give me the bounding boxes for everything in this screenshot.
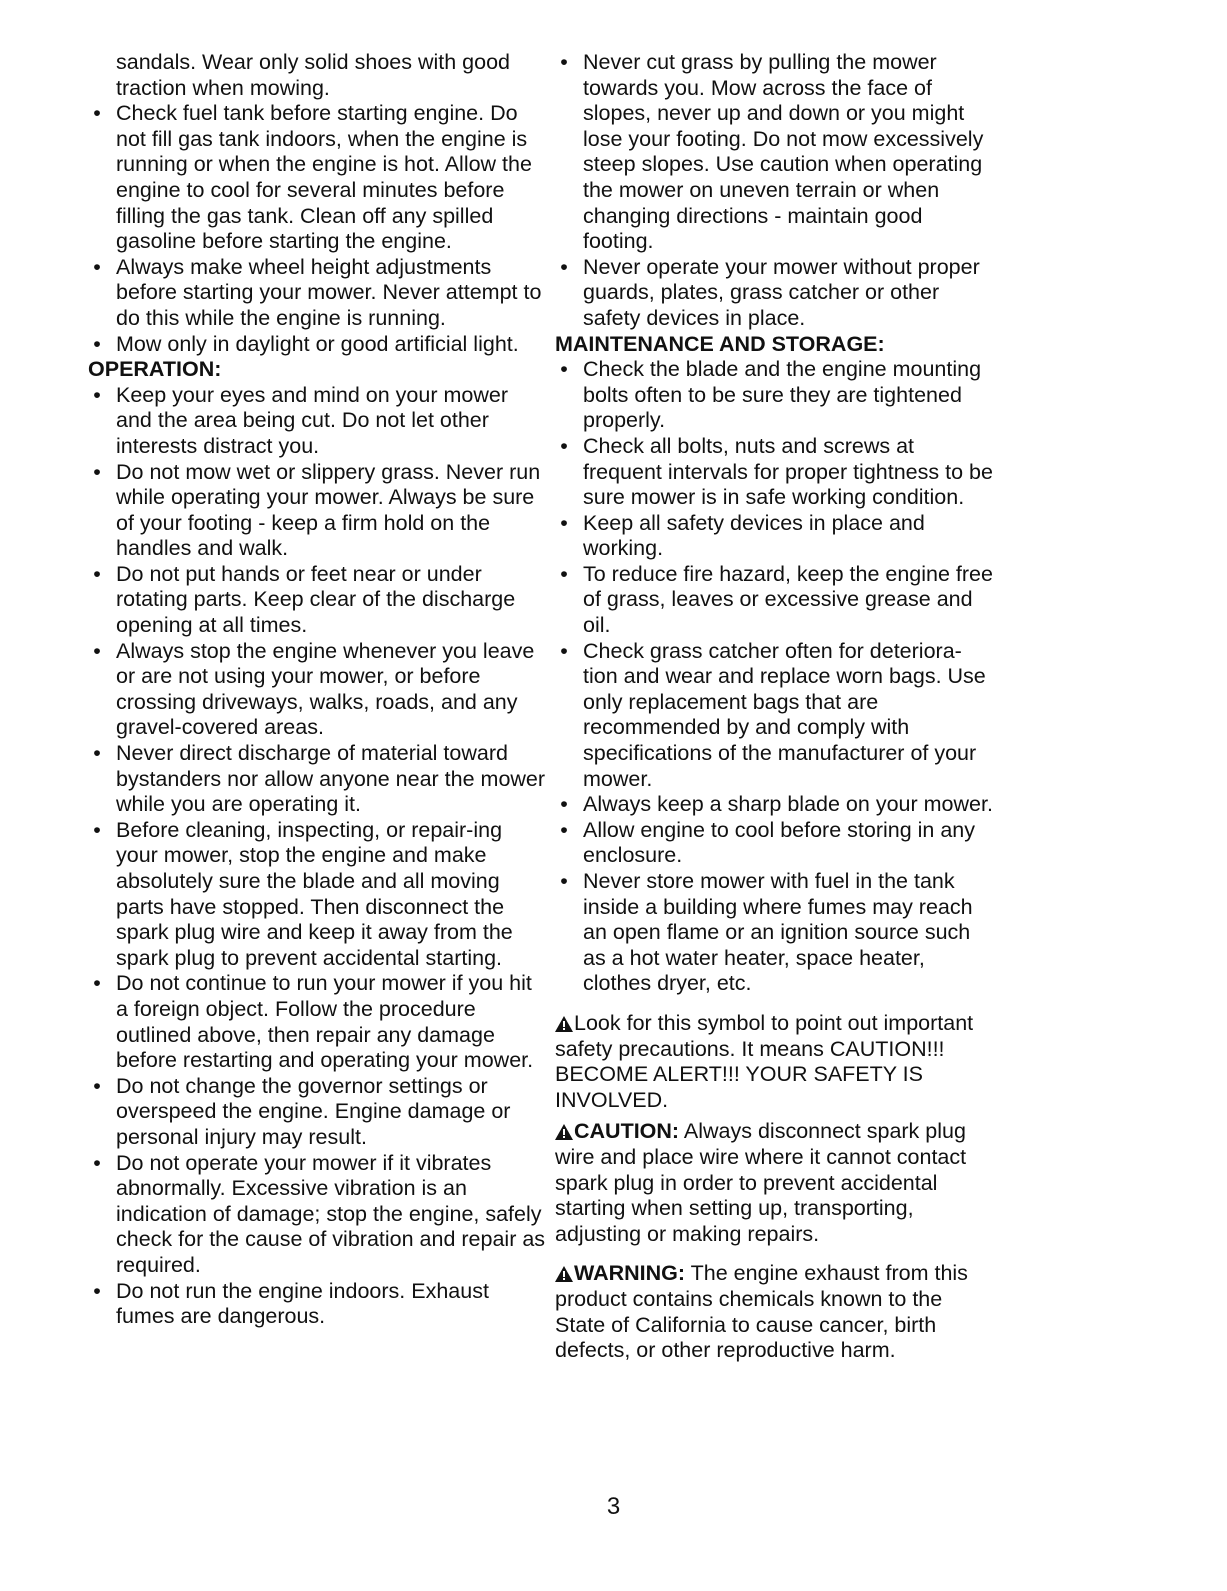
list-item: • Never cut grass by pulling the mower towards you. Mow across the face of slopes, never up and down or you might lose your footing. Do not mow excessively steep slopes. Use caution when operating the mower on uneven terrain or when changing directions - maintain good footing. (555, 50, 995, 255)
left-column (88, 50, 548, 1330)
list-item: • Never store mower with fuel in the tank inside a building where fumes may reach an open flame or an ignition source such as a hot water heater, space heater, clothes dryer, etc. (555, 869, 995, 997)
list-item: • Always keep a sharp blade on your mower. (555, 792, 995, 818)
list-item: • Check the blade and the engine mounting bolts often to be sure they are tightened properly. (555, 357, 995, 434)
list-item: • Never operate your mower without proper guards, plates, grass catcher or other safety devices in place. (555, 255, 995, 332)
warning-triangle-icon (555, 1013, 573, 1029)
bullet: • (93, 741, 101, 766)
caution-note: CAUTION: Always disconnect spark plug wire and place wire where it cannot contact spark plug in order to prevent accidental starting when setting up, transporting, adjusting or making repairs. (555, 1119, 967, 1246)
bullet: • (560, 357, 568, 382)
bullet: • (93, 638, 101, 663)
bullet: • (93, 101, 101, 126)
bullet: • (93, 817, 101, 842)
list-item: • Check all bolts, nuts and screws at frequent intervals for proper tightness to be sure mower is in safe working condition. (555, 434, 995, 511)
operation-list (88, 383, 548, 1330)
list-item: • Do not run the engine indoors. Exhaust fumes are dangerous. (88, 1279, 548, 1330)
bullet: • (560, 510, 568, 535)
list-item: • Do not change the governor settings or overspeed the engine. Engine damage or personal injury may result. (88, 1074, 548, 1151)
list-item: • Keep your eyes and mind on your mower and the area being cut. Do not let other interests distract you. (88, 383, 548, 460)
list-item: • Always stop the engine whenever you leave or are not using your mower, or before crossing driveways, walks, roads, and any gravel-covered areas. (88, 639, 548, 741)
list-item: • Check fuel tank before starting engine. Do not fill gas tank indoors, when the engine is running or when the engine is hot. Allow the engine to cool for several minutes before filling the gas tank. Clean off any spilled gasoline before starting the engine. (88, 101, 548, 255)
bullet: • (560, 254, 568, 279)
list-item: • Do not operate your mower if it vibrates abnormally. Excessive vibration is an indication of damage; stop the engine, safely check for the cause of vibration and repair as required. (88, 1151, 548, 1279)
maintenance-heading: MAINTENANCE AND STORAGE: (555, 331, 885, 356)
bullet: • (93, 1073, 101, 1098)
bullet: • (560, 817, 568, 842)
safety-symbol-note: Look for this symbol to point out important safety precautions. It means CAUTION!!! BECOME ALERT!!! YOUR SAFETY IS INVOLVED. (555, 1010, 974, 1112)
page-number: 3 (606, 1493, 621, 1520)
list-item: • Always make wheel height adjustments before starting your mower. Never attempt to do this while the engine is running. (88, 255, 548, 332)
list-item: • Never direct discharge of material toward bystanders nor allow anyone near the mower while you are operating it. (88, 741, 548, 818)
bullet: • (93, 971, 101, 996)
warning-triangle-icon (555, 1121, 573, 1137)
maintenance-list (555, 357, 995, 997)
operation-heading: OPERATION: (88, 357, 222, 382)
bullet: • (560, 433, 568, 458)
right-column (555, 50, 995, 1364)
bullet: • (560, 638, 568, 663)
bullet: • (93, 459, 101, 484)
warning-triangle-icon (555, 1263, 573, 1279)
caution-label: CAUTION: (574, 1119, 680, 1144)
warning-label: WARNING: (574, 1261, 686, 1286)
list-item: • Before cleaning, inspecting, or repair-ing your mower, stop the engine and make absolutely sure the blade and all moving parts have stopped. Then disconnect the spark plug wire and keep it away from the spark plug to prevent accidental starting. (88, 818, 548, 972)
bullet: • (93, 1150, 101, 1175)
warning-note: WARNING: The engine exhaust from this product contains chemicals known to the State of California to cause cancer, birth defects, or other reproductive harm. (555, 1261, 968, 1363)
continuation-text: sandals. Wear only solid shoes with good traction when mowing. (116, 50, 510, 100)
bullet: • (93, 331, 101, 356)
bullet: • (93, 382, 101, 407)
precautions-list (88, 101, 548, 357)
bullet: • (93, 1278, 101, 1303)
list-item: • To reduce fire hazard, keep the engine free of grass, leaves or excessive grease and oil. (555, 562, 995, 639)
bullet: • (560, 792, 568, 817)
bullet: • (560, 50, 568, 74)
mowing-list (555, 50, 995, 332)
bullet: • (560, 561, 568, 586)
list-item: • Allow engine to cool before storing in any enclosure. (555, 818, 995, 869)
bullet: • (93, 254, 101, 279)
list-item: • Check grass catcher often for deteriora-tion and wear and replace worn bags. Use only replacement bags that are recommended by and comply with specifications of the manufacturer of your mower. (555, 639, 995, 793)
list-item: • Do not mow wet or slippery grass. Never run while operating your mower. Always be sure of your footing - keep a firm hold on the handles and walk. (88, 460, 548, 562)
bullet: • (93, 561, 101, 586)
list-item: • Do not continue to run your mower if you hit a foreign object. Follow the procedure outlined above, then repair any damage before restarting and operating your mower. (88, 971, 548, 1073)
bullet: • (560, 869, 568, 893)
list-item: • Do not put hands or feet near or under rotating parts. Keep clear of the discharge opening at all times. (88, 562, 548, 639)
list-item: • Mow only in daylight or good artificial light. (88, 332, 548, 358)
list-item: • Keep all safety devices in place and working. (555, 511, 995, 562)
